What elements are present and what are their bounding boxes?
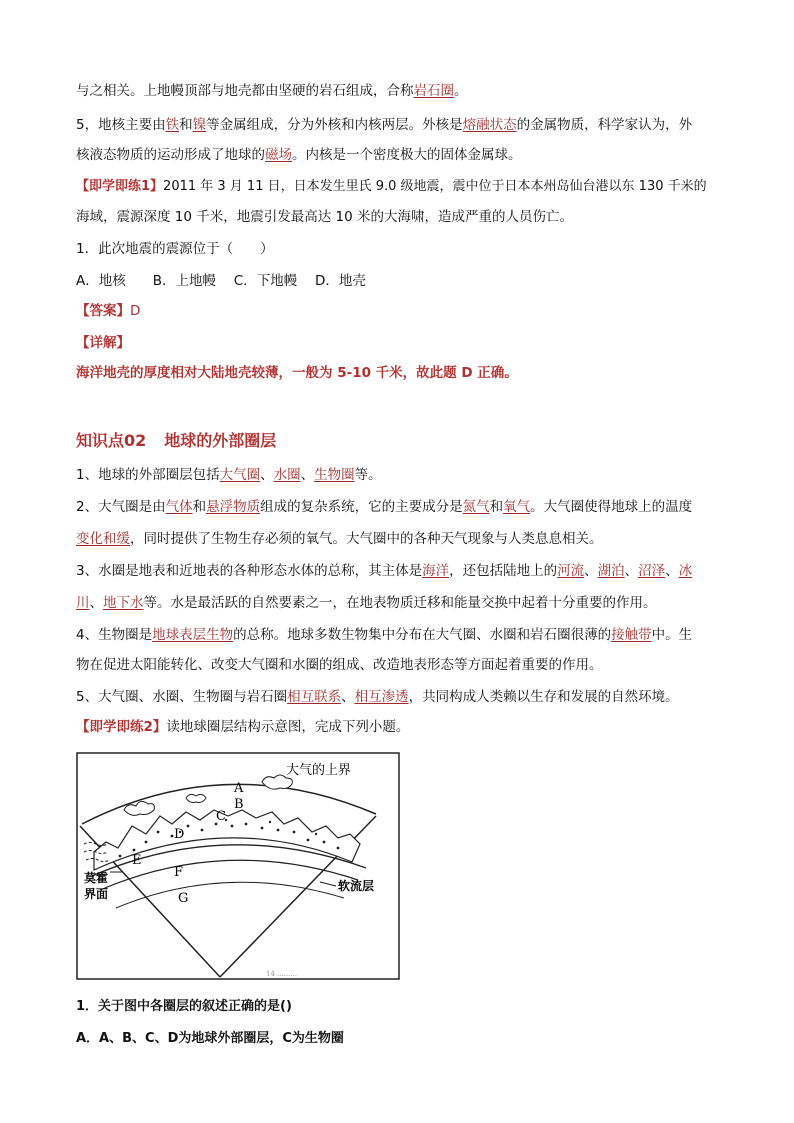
- detail-text: [76, 364, 518, 382]
- keyword: 相互渗透: [354, 689, 409, 705]
- text: 物在促进太阳能转化、改变大气圈和水圈的组成、改造地表形态等方面起着重要的作用。: [76, 657, 603, 673]
- keyword: 铁: [165, 117, 180, 133]
- answer: [76, 302, 140, 320]
- keyword: 气体: [165, 499, 193, 515]
- label-f: F: [174, 865, 184, 880]
- paragraph-line: [76, 626, 692, 644]
- text: 、: [341, 689, 355, 705]
- question: [76, 240, 274, 258]
- paragraph-line: [76, 656, 603, 674]
- text: 4、生物圈是: [76, 627, 153, 643]
- text: 、: [624, 563, 639, 579]
- text: 2、大气圈是由: [76, 499, 166, 515]
- text: 等。: [354, 467, 382, 483]
- text: 与之相关。上地幔顶部与地壳都由坚硬的岩石组成，合称: [76, 83, 414, 99]
- text: 。: [454, 83, 468, 99]
- text: 3、水圈是地表和近地表的各种形态水体的总称，其主体是: [76, 563, 423, 579]
- label-a: A: [234, 781, 244, 796]
- text: 5、大气圈、水圈、生物圈与岩石圈: [76, 689, 288, 705]
- text: 、: [300, 467, 315, 483]
- paragraph-line: [76, 562, 692, 580]
- paragraph-line: [76, 116, 692, 134]
- question-options: [76, 272, 366, 290]
- section-heading: [76, 428, 276, 451]
- text: 5，地核主要由: [76, 117, 166, 133]
- text: 和: [179, 117, 193, 133]
- question-text: 1．关于图中各圈层的叙述正确的是(): [76, 999, 292, 1014]
- section-number: 知识点02: [76, 431, 147, 450]
- text: 2011 年 3 月 11 日，日本发生里氏 9.0 级地震，震中位于日本本州岛仙台港以东 130 千米的: [163, 179, 707, 194]
- atmosphere-upper-label: 大气的上界: [286, 763, 352, 778]
- text: ，还包括陆地上的: [449, 563, 558, 579]
- text: ，共同构成人类赖以生存和发展的自然环境。: [408, 689, 679, 705]
- keyword: 接触带: [611, 627, 652, 643]
- text: 中。生: [651, 627, 693, 643]
- text: 海域，震源深度 10 千米，地震引发最高达 10 米的大海啸，造成严重的人员伤亡。: [76, 209, 574, 225]
- text: 、: [584, 563, 598, 579]
- moho-label-line2: 界面: [84, 887, 109, 901]
- question-option: [76, 1030, 344, 1048]
- keyword: 海洋: [422, 563, 450, 579]
- keyword: 冰: [678, 563, 693, 579]
- keyword: 河流: [557, 563, 585, 579]
- question: [76, 998, 292, 1016]
- keyword: 相互联系: [287, 689, 342, 705]
- answer-tag: 【答案】: [76, 303, 130, 319]
- moho-label-line1: 莫霍: [84, 871, 109, 885]
- keyword: 悬浮物质: [206, 499, 261, 515]
- question-text: 1．此次地震的震源位于（ ）: [76, 241, 274, 257]
- paragraph-line: [76, 466, 382, 484]
- section-title: 地球的外部圈层: [164, 431, 277, 450]
- text: 、: [260, 467, 274, 483]
- options-text: A．地核 B．上地幔 C．下地幔 D．地壳: [76, 273, 366, 289]
- cloud-icon: [186, 794, 206, 802]
- asthenosphere-label: 软流层: [338, 879, 375, 893]
- text: 。大气圈使得地球上的温度: [530, 499, 693, 515]
- text: 海洋地壳的厚度相对大陆地壳较薄，一般为 5-10 千米，故此题 D 正确。: [76, 365, 518, 381]
- paragraph-line: [76, 688, 679, 706]
- paragraph-line: [76, 82, 468, 100]
- keyword: 大气圈: [219, 467, 261, 483]
- text: 、: [665, 563, 679, 579]
- paragraph-line: [76, 498, 692, 516]
- paragraph-line: [76, 594, 657, 612]
- keyword: 岩石圈: [413, 83, 454, 99]
- keyword: 镍: [192, 117, 207, 133]
- diagram-svg: [76, 752, 406, 982]
- text: 和: [192, 499, 207, 515]
- label-d: D: [174, 827, 185, 842]
- text: 核液态物质的运动形成了地球的: [76, 147, 265, 163]
- keyword: 地下水: [103, 595, 144, 611]
- label-b: B: [234, 797, 244, 812]
- paragraph-line: [76, 146, 522, 164]
- keyword: 磁场: [265, 147, 292, 163]
- text: 、: [89, 595, 103, 611]
- keyword: 熔融状态: [462, 117, 517, 133]
- text: 等。水是最活跃的自然要素之一，在地表物质迁移和能量交换中起着十分重要的作用。: [143, 595, 657, 611]
- exercise-intro: [76, 208, 573, 226]
- option-text: A．A、B、C、D为地球外部圈层，C为生物圈: [76, 1031, 344, 1046]
- keyword: 水圈: [273, 467, 301, 483]
- keyword: 沼泽: [638, 563, 666, 579]
- text: 组成的复杂系统，它的主要成分是: [260, 499, 463, 515]
- keyword: 地球表层生物: [152, 627, 234, 643]
- text: 。内核是一个密度极大的固体金属球。: [292, 147, 522, 163]
- answer-value: D: [130, 303, 141, 319]
- keyword: 生物圈: [314, 467, 355, 483]
- exercise-tag: 【即学即练2】: [76, 719, 167, 735]
- paragraph-line: [76, 530, 603, 548]
- detail-tag: 【详解】: [76, 335, 130, 351]
- label-e: E: [132, 853, 142, 868]
- label-c: C: [216, 809, 226, 824]
- keyword: 氮气: [462, 499, 490, 515]
- text: 的总称。地球多数生物集中分布在大气圈、水圈和岩石圈很薄的: [233, 627, 612, 643]
- keyword: 湖泊: [597, 563, 625, 579]
- earth-sphere-diagram: [76, 752, 406, 982]
- text: 的金属物质，科学家认为，外: [516, 117, 693, 133]
- label-g: G: [178, 891, 189, 906]
- exercise-tag: 【即学即练1】: [76, 179, 164, 194]
- scale-mark: 14 .........: [266, 970, 298, 978]
- exercise-intro: [76, 718, 409, 736]
- detail-heading: [76, 334, 130, 352]
- text: 1、地球的外部圈层包括: [76, 467, 220, 483]
- text: 和: [489, 499, 504, 515]
- keyword: 变化和缓: [76, 531, 130, 547]
- text: ，同时提供了生物生存必须的氧气。大气圈中的各种天气现象与人类息息相关。: [130, 531, 603, 547]
- keyword: 氧气: [503, 499, 531, 515]
- text: 等金属组成，分为外核和内核两层。外核是: [206, 117, 463, 133]
- text: 读地球圈层结构示意图，完成下列小题。: [166, 719, 410, 735]
- exercise-intro: [76, 178, 707, 196]
- keyword: 川: [76, 595, 90, 611]
